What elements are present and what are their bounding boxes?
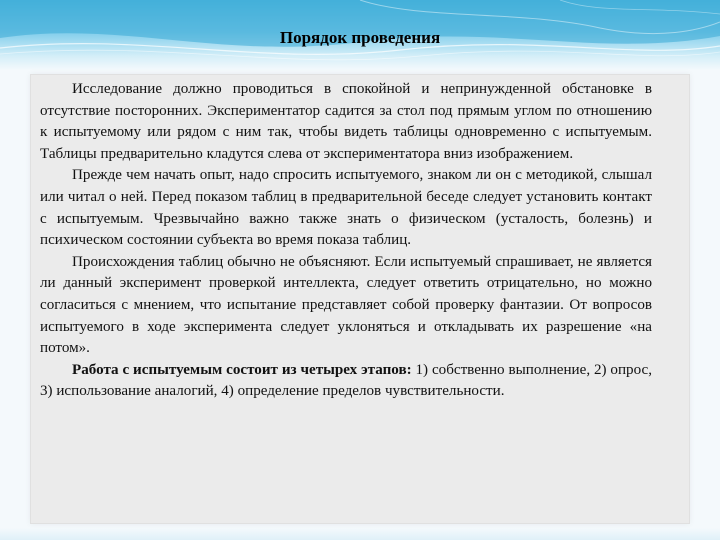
paragraph-4-lead: Работа с испытуемым состоит из четырех этапов: (72, 361, 412, 378)
paragraph-3: Происхождения таблиц обычно не объясняют. Если испытуемый спрашивает, не является ли данный эксперимент проверкой интеллекта, следует ответить отрицательно, но можно согласиться с мнением, что испытание представляет собой проверку фантазии. От вопросов испытуемого в ходе эксперимента следует уклоняться и откладывать их разрешение «на потом». (40, 253, 652, 357)
text-block (40, 79, 652, 403)
paragraph-2: Прежде чем начать опыт, надо спросить испытуемого, знаком ли он с методикой, слышал или читал о ней. Перед показом таблиц в предварительной беседе следует установить контакт с испытуемым. Чрезвычайно важно также знать о физическом (усталость, болезнь) и психическом состоянии субъекта во время показа таблиц. (40, 167, 652, 249)
paragraph-4-text: 1) собственно выполнение, 2) опрос, 3) использование аналогий, 4) определение пределов чувствительности. (40, 361, 653, 400)
footer-decoration (0, 528, 720, 540)
paragraph-4 (40, 360, 652, 403)
slide-title: Порядок проведения (279, 28, 441, 47)
paragraph-1: Исследование должно проводиться в спокойной и непринужденной обстановке в отсутствие посторонних. Экспериментатор садится за стол под прямым углом по отношению к испытуемому или рядом с ним так, чтобы видеть таблицы одновременно с испытуемым. Таблицы предварительно кладутся слева от экспериментатора вниз изображением. (40, 81, 652, 162)
